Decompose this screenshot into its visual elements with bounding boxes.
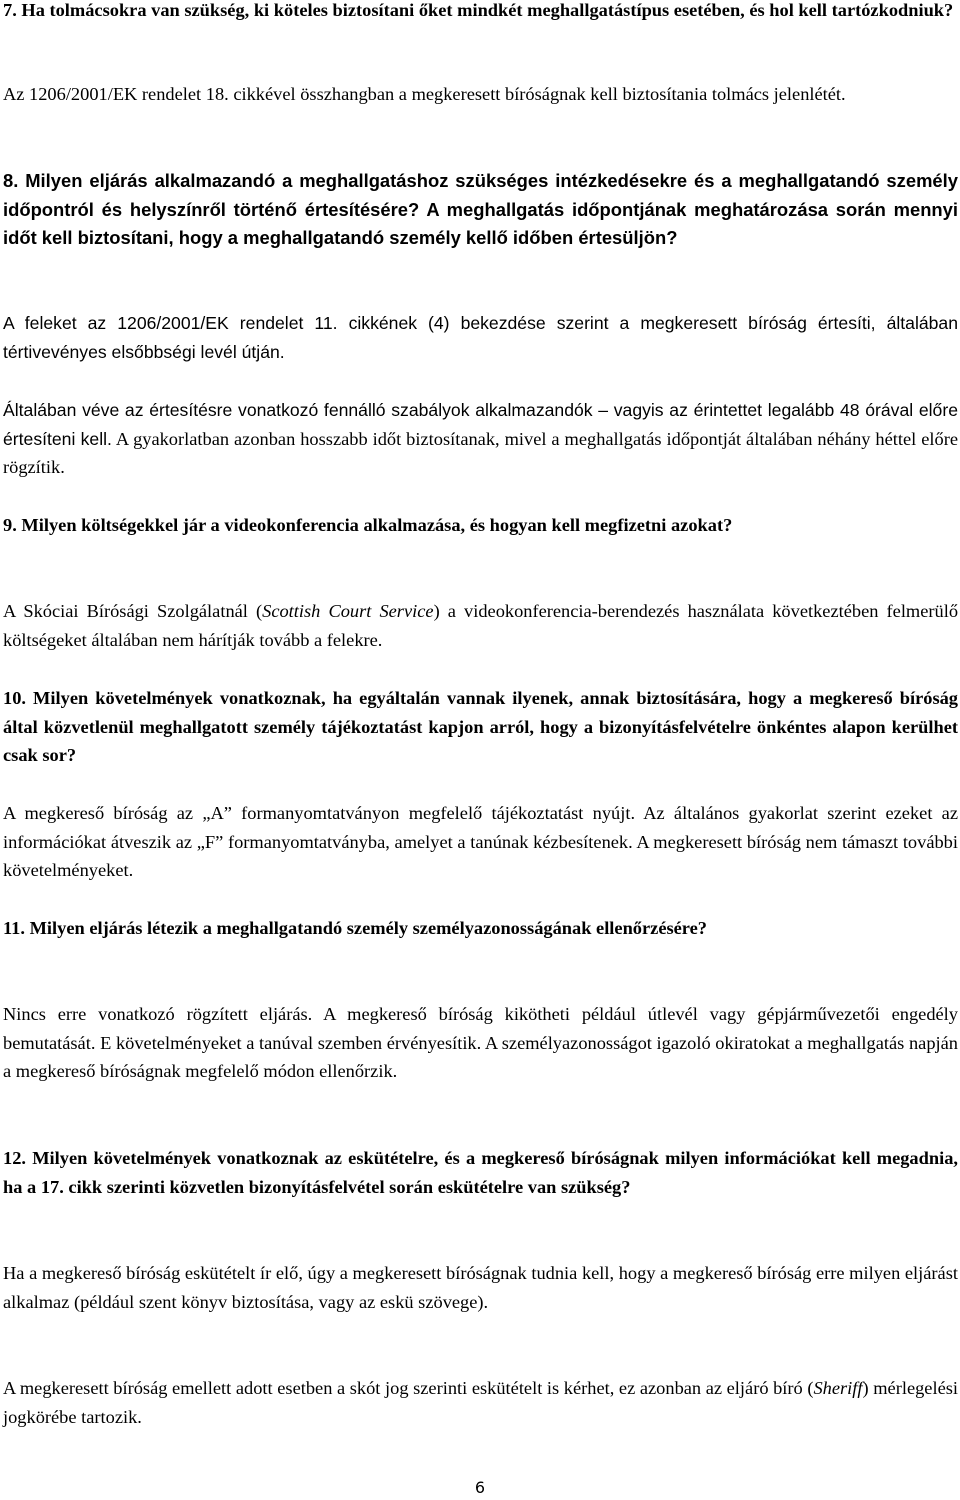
question-8 bbox=[3, 167, 958, 253]
question-11: 11. Milyen eljárás létezik a meghallgatandó személy személyazonosságának ellenőrzésére? bbox=[3, 918, 707, 938]
answer-9-before: A Skóciai Bírósági Szolgálatnál ( bbox=[3, 601, 263, 621]
answer-10: A megkereső bíróság az „A” formanyomtatványon megfelelő tájékoztatást nyújt. Az általános gyakorlat szerint ezeket az információkat átveszik az „F” formanyomtatványba, amelyet a tanúnak kézbesítenek. A megkeresett bíróság nem támaszt további követelményeket. bbox=[3, 803, 958, 881]
question-9: 9. Milyen költségekkel jár a videokonferencia alkalmazása, és hogyan kell megfizetni azokat? bbox=[3, 515, 733, 535]
answer-12-paragraph-2-italic: Sheriff bbox=[813, 1378, 863, 1398]
question-8-part-2: A meghallgatás időpontjának meghatározása során mennyi időt kell biztosítani, hogy a meghallgatandó személy kellő időben értesüljön? bbox=[3, 198, 959, 249]
answer-9-after: ) a videokonferencia-berendezés használata következtében felmerülő költségeket általában nem hárítják tovább a felekre. bbox=[3, 601, 959, 650]
question-8-part-1: 8. Milyen eljárás alkalmazandó a meghallgatáshoz szükséges intézkedésekre és a meghallgatandó személy időpontról és helyszínről történő értesítésére? bbox=[3, 170, 958, 220]
answer-9-italic: Scottish Court Service bbox=[262, 601, 434, 621]
answer-8-paragraph-2-part-1: Általában véve az értesítésre vonatkozó fennálló szabályok alkalmazandók – vagyis az érintettet legalább 48 órával előre értesíteni kell. bbox=[3, 400, 958, 449]
answer-12-paragraph-2-before: A megkeresett bíróság emellett adott esetben a skót jog szerinti eskütételt is kérhet, ez azonban az eljáró bíró ( bbox=[3, 1378, 814, 1398]
answer-7: Az 1206/2001/EK rendelet 18. cikkével összhangban a megkeresett bíróságnak kell biztosítania tolmács jelenlétét. bbox=[3, 84, 846, 104]
question-12: 12. Milyen követelmények vonatkoznak az eskütételre, és a megkereső bíróságnak milyen információkat kell megadnia, ha a 17. cikk szerinti közvetlen bizonyításfelvétel során eskütételre van szükség? bbox=[3, 1148, 958, 1197]
question-7: 7. Ha tolmácsokra van szükség, ki köteles biztosítani őket mindkét meghallgatástípus esetében, és hol kell tartózkodniuk? bbox=[3, 0, 954, 20]
answer-12-paragraph-2-after: ) mérlegelési jogkörébe tartozik. bbox=[3, 1378, 958, 1427]
answer-12-paragraph-1: Ha a megkereső bíróság eskütételt ír elő, úgy a megkeresett bíróságnak tudnia kell, hogy a megkereső bíróság erre milyen eljárást alkalmaz (például szent könyv biztosítása, vagy az eskü szövege). bbox=[3, 1263, 958, 1312]
answer-8-paragraph-1: A feleket az 1206/2001/EK rendelet 11. cikkének (4) bekezdése szerint a megkeresett bíróság értesíti, általában tértivevényes elsőbbségi levél útján. bbox=[3, 313, 958, 362]
page-number: 6 bbox=[474, 1478, 486, 1497]
question-10: 10. Milyen követelmények vonatkoznak, ha egyáltalán vannak ilyenek, annak biztosítására, hogy a megkereső bíróság által közvetlenül meghallgatott személy tájékoztatást kapjon arról, hogy a bizonyításfelvételre önkéntes alapon kerülhet csak sor? bbox=[3, 688, 958, 766]
answer-8-paragraph-2-part-2: A gyakorlatban azonban hosszabb időt biztosítanak, mivel a meghallgatás időpontját általában néhány héttel előre rögzítik. bbox=[3, 428, 958, 478]
answer-12-paragraph-2 bbox=[3, 1374, 958, 1431]
answer-9 bbox=[3, 597, 958, 654]
answer-11: Nincs erre vonatkozó rögzített eljárás. A megkereső bíróság kikötheti például útlevél vagy gépjárművezetői engedély bemutatását. E követelményeket a tanúval szemben érvényesítik. A személyazonosságot igazoló okiratokat a meghallgatás napján a megkereső bíróságnak megfelelő módon ellenőrzik. bbox=[3, 1004, 958, 1082]
answer-8-paragraph-2 bbox=[3, 396, 958, 482]
